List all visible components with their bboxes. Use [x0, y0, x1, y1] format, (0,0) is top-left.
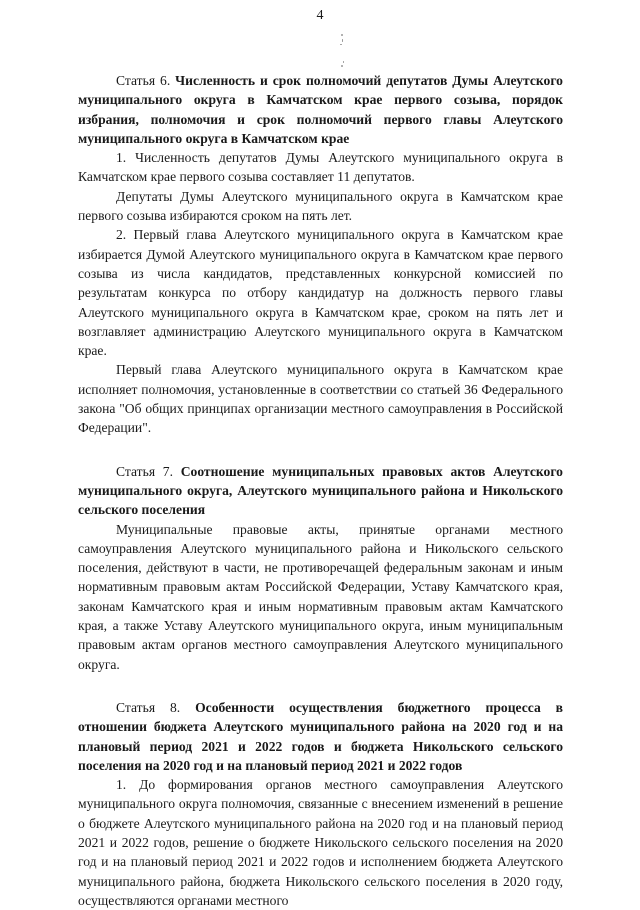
article-6 [78, 71, 563, 438]
article-label: Статья 6. [116, 73, 171, 88]
scan-speck [341, 34, 343, 36]
article-paragraph: 2. Первый глава Алеутского муниципального округа в Камчатском крае избирается Думой Алеутского муниципального округа в Камчатском крае первого созыва из числа кандидатов, представленных конкурсной комиссией по результатам конкурса по отбору кандидатур на должность первого главы Алеутского муниципального округа в Камчатском крае, сроком на пять лет и возглавляет администрацию Алеутского муниципального округа в Камчатском крае. [78, 227, 563, 359]
article-label: Статья 7. [116, 463, 173, 479]
page-number: 4 [316, 8, 324, 23]
article-label: Статья 8. [116, 699, 181, 715]
section-gap [78, 438, 563, 462]
article-8 [78, 698, 563, 910]
article-title: Соотношение муниципальных правовых актов Алеутского муниципального округа, Алеутского муниципального района и Никольского сельского поселения [78, 463, 563, 518]
article-7 [78, 462, 563, 674]
article-title: Особенности осуществления бюджетного процесса в отношении бюджета Алеутского муниципального района на 2020 год и на плановый период 2021 и 2022 годов и бюджета Никольского сельского поселения на 2020 год и на плановый период 2021 и 2022 годов [78, 699, 564, 773]
article-paragraph: 1. Численность депутатов Думы Алеутского муниципального округа в Камчатском крае первого созыва составляет 11 депутатов. [78, 150, 563, 185]
article-paragraph: Первый глава Алеутского муниципального округа в Камчатском крае исполняет полномочия, установленные в соответствии со статьей 36 Федерального закона "Об общих принципах организации местного самоуправления в Российской Федерации". [78, 362, 563, 436]
scan-speck [340, 44, 342, 45]
scan-specks [340, 34, 346, 74]
article-heading [78, 698, 563, 775]
document-body [78, 71, 563, 910]
scan-speck [341, 65, 343, 67]
article-heading [78, 462, 563, 520]
article-paragraph: 1. До формирования органов местного самоуправления Алеутского муниципального округа полномочия, связанные с внесением изменений в решение о бюджете Алеутского муниципального района на 2020 год и на плановый период 2021 и 2022 годов, решение о бюджете Никольского сельского поселения на 2020 год и на плановый период 2021 и 2022 годов и исполнением бюджета Алеутского муниципального района, бюджета Никольского сельского поселения в 2020 году, осуществляются органами местного [78, 777, 563, 908]
article-paragraph: Депутаты Думы Алеутского муниципального округа в Камчатском крае первого созыва избираются сроком на пять лет. [78, 188, 563, 224]
section-gap [78, 674, 563, 698]
article-heading [78, 71, 563, 148]
scan-speck [343, 61, 344, 63]
scan-speck [342, 39, 343, 42]
article-title: Численность и срок полномочий депутатов Думы Алеутского муниципального округа в Камчатском крае первого созыва, порядок избрания, полномочия и срок полномочий первого главы Алеутского муниципального округа в Камчатском крае [78, 73, 563, 146]
article-paragraph: Муниципальные правовые акты, принятые органами местного самоуправления Алеутского муниципального района и Никольского сельского поселения, действуют в части, не противоречащей федеральным законам и иным нормативным правовым актам Российской Федерации, Уставу Камчатского края, законам Камчатского края и иным нормативным правовым актам Камчатского края, а также Уставу Алеутского муниципального округа, иным муниципальным правовым актам органов местного самоуправления Алеутского муниципального округа. [78, 521, 563, 672]
